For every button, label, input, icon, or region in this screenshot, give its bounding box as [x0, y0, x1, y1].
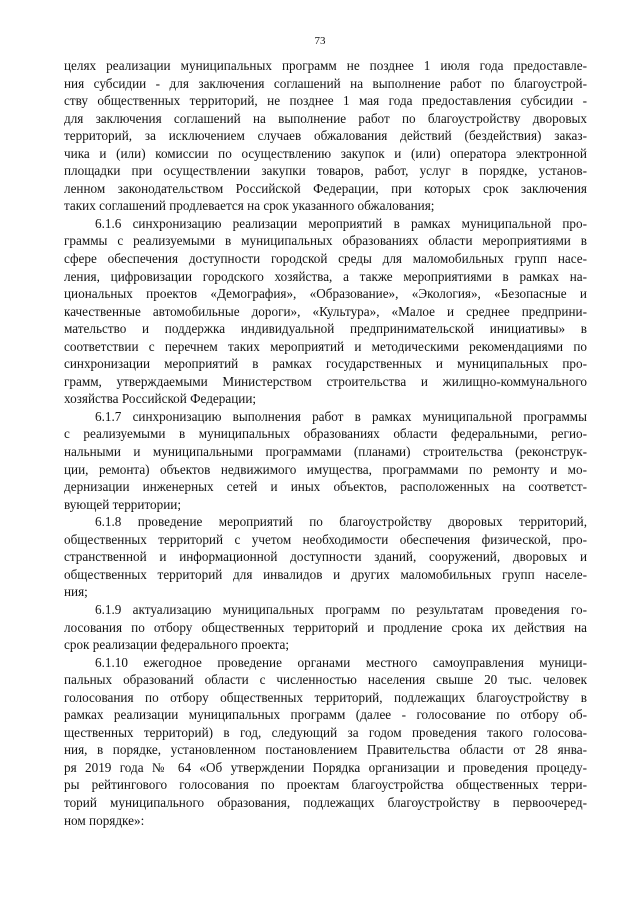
text-line: торий муниципального образования, подлежащих благоустройству в первоочеред- — [64, 794, 587, 810]
text-line: чика и (или) комиссии по осуществлению закупок и (или) оператора электронной — [64, 145, 587, 161]
text-line: нальными и муниципальными программами (планами) строительства (реконструк- — [64, 444, 587, 460]
paragraph — [64, 513, 587, 601]
text-line: ния; — [64, 584, 88, 600]
text-line: грамм, утверждаемыми Министерством строительства и жилищно-коммунального — [64, 373, 587, 389]
text-line: общественных территорий с учетом необходимости обеспечения физической, про- — [64, 531, 587, 547]
text-line: целях реализации муниципальных программ не позднее 1 июля года предоставле- — [64, 58, 587, 73]
text-line: ры рейтингового голосования по проектам благоустройства общественных терри- — [64, 777, 587, 793]
text-line: ном порядке»: — [64, 812, 145, 828]
text-line: сфере обеспечения доступности городской среды для маломобильных групп насе- — [64, 251, 587, 267]
body-text — [64, 57, 587, 829]
text-line: общественных территорий для инвалидов и других маломобильных групп населе- — [64, 566, 587, 582]
text-line: лосования по отбору общественных территорий и продление срока их действия на — [64, 619, 587, 635]
text-line: ленном законодательством Российской Федерации, при которых срок заключения — [64, 180, 587, 196]
text-line: качественные автомобильные дороги», «Культура», «Малое и среднее предприни- — [64, 303, 587, 319]
text-line: соответствии с перечнем таких мероприятий и методическими рекомендациями по — [64, 338, 587, 354]
text-line: вующей территории; — [64, 496, 181, 512]
paragraph — [64, 215, 587, 408]
text-line: 6.1.7 синхронизацию выполнения работ в рамках муниципальной программы — [95, 408, 587, 424]
text-line: ния, в порядке, установленном постановлением Правительства области от 28 янва- — [64, 742, 587, 758]
text-line: странственной и информационной доступности зданий, сооружений, дворовых и — [64, 549, 587, 565]
text-line: ции, ремонта) объектов недвижимого имущества, программами по ремонту и мо- — [64, 461, 587, 477]
text-line: щественных территорий) в год, следующий за годом проведения такого голосова- — [64, 724, 587, 740]
text-line: ления, цифровизации городского хозяйства, а также мероприятиями в рамках на- — [64, 268, 587, 284]
text-line: ству общественных территорий, не позднее 1 мая года предоставления субсидии - — [64, 93, 587, 109]
text-line: хозяйства Российской Федерации; — [64, 391, 257, 407]
paragraph — [64, 654, 587, 829]
text-line: граммы с реализуемыми в муниципальных образованиях области мероприятиями в — [64, 233, 587, 249]
text-line: синхронизации мероприятий в рамках государственных и муниципальных про- — [64, 356, 587, 372]
text-line: циональных проектов «Демография», «Образование», «Экология», «Безопасные и — [64, 286, 587, 302]
page-number: 73 — [314, 35, 326, 47]
text-line: дернизации инженерных сетей и иных объектов, расположенных на соответст- — [64, 479, 587, 495]
text-line: для заключения соглашений на выполнение работ по благоустройству дворовых — [64, 110, 587, 126]
text-line: ря 2019 года № 64 «Об утверждении Порядка организации и проведения процеду- — [64, 759, 587, 775]
text-line: 6.1.10 ежегодное проведение органами местного самоуправления муници- — [95, 654, 587, 670]
text-line: пальных образований области с численностью населения свыше 20 тыс. человек — [64, 672, 587, 688]
text-line: территорий, за исключением случаев обжалования действий (бездействия) заказ- — [64, 128, 587, 144]
text-line: площадки при осуществлении закупки товаров, работ, услуг в порядке, установ- — [64, 163, 587, 179]
text-line: ния субсидии - для заключения соглашений на выполнение работ по благоустрой- — [64, 75, 587, 91]
text-line: рамках реализации муниципальных программ (далее - голосование по отбору об- — [64, 707, 587, 723]
paragraph — [64, 57, 587, 215]
text-line: таких соглашений продлевается на срок указанного обжалования; — [64, 198, 435, 214]
paragraph — [64, 601, 587, 654]
text-line: мательство и поддержка индивидуальной предпринимательской инициативы» в — [64, 321, 587, 337]
text-line: срок реализации федерального проекта; — [64, 637, 289, 653]
text-line: голосования по отбору общественных территорий, подлежащих благоустройству в — [64, 689, 587, 705]
text-line: 6.1.8 проведение мероприятий по благоустройству дворовых территорий, — [95, 514, 587, 530]
paragraph — [64, 408, 587, 513]
text-line: 6.1.9 актуализацию муниципальных программ по результатам проведения го- — [95, 601, 587, 617]
text-line: 6.1.6 синхронизацию реализации мероприятий в рамках муниципальной про- — [95, 215, 587, 231]
text-line: с реализуемыми в муниципальных образованиях области федеральными, регио- — [64, 426, 587, 442]
